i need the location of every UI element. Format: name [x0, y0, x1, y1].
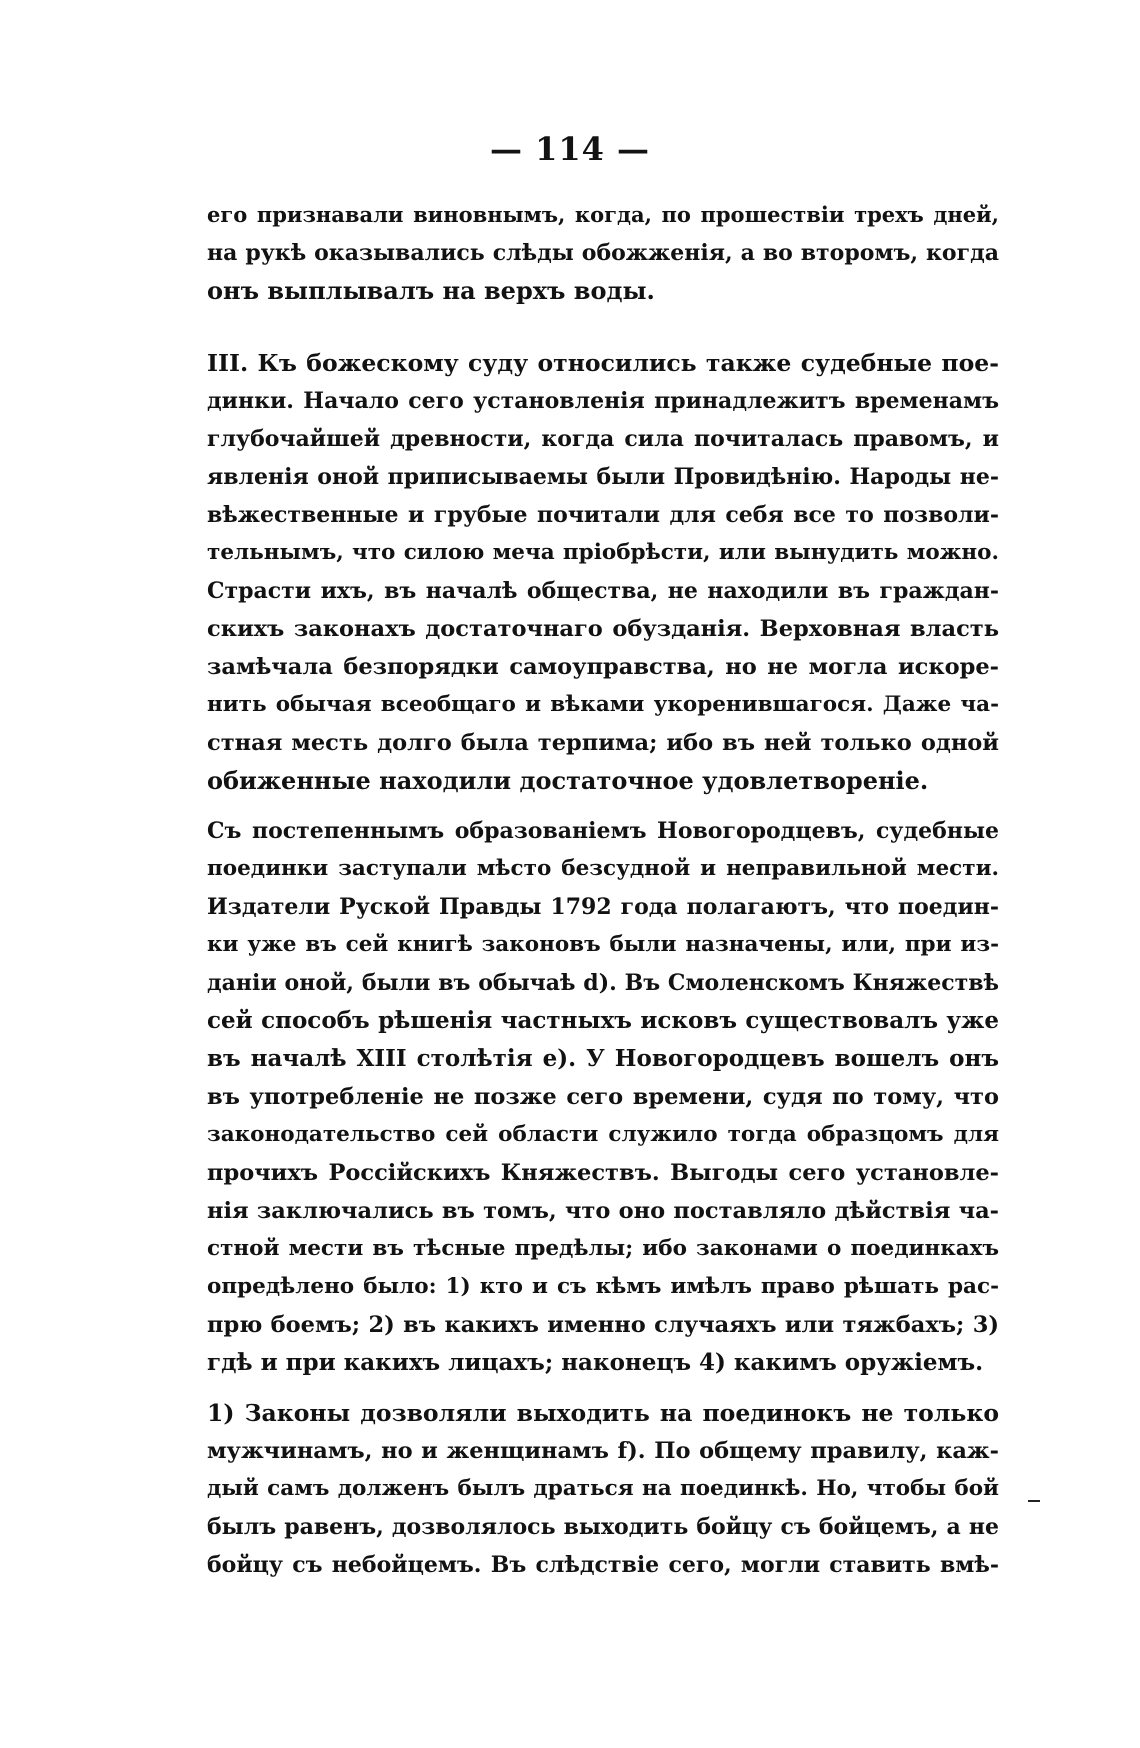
text-line: въ употребленіе не позже сего времени, судя по тому, что [207, 1084, 999, 1110]
text-line: опредѣлено было: 1) кто и съ кѣмъ имѣлъ право рѣшать рас- [207, 1274, 999, 1299]
text-line: глубочайшей древности, когда сила почиталась правомъ, и [207, 426, 999, 452]
text-line: прочихъ Россійскихъ Княжествъ. Выгоды сего установле- [207, 1160, 999, 1186]
text-line: Издатели Руской Правды 1792 года полагаютъ, что поедин- [207, 894, 999, 920]
text-line: прю боемъ; 2) въ какихъ именно случаяхъ или тяжбахъ; 3) [207, 1312, 999, 1338]
text-line: нить обычая всеобщаго и вѣками укоренившагося. Даже ча- [207, 692, 999, 717]
text-line: стная месть долго была терпима; ибо въ ней только одной [207, 730, 999, 756]
text-line: даніи оной, были въ обычаѣ d). Въ Смоленскомъ Княжествѣ [207, 970, 999, 996]
page-text [207, 196, 999, 1584]
paragraph [207, 812, 999, 1382]
text-line: III. Къ божескому суду относились также судебные пое- [207, 349, 999, 377]
text-line: законодательство сей области служило тогда образцомъ для [207, 1122, 999, 1147]
text-line: былъ равенъ, дозволялось выходить бойцу съ бойцемъ, а не [207, 1514, 999, 1540]
text-line: вѣжественные и грубые почитали для себя все то позволи- [207, 502, 999, 528]
text-line: динки. Начало сего установленія принадлежитъ временамъ [207, 388, 999, 414]
text-line: явленія оной приписываемы были Провидѣнію. Народы не- [207, 464, 999, 490]
text-line: дый самъ долженъ былъ драться на поединкѣ. Но, чтобы бой [207, 1476, 999, 1501]
scan-edge-mark [1028, 1500, 1040, 1502]
text-line: обиженные находили достаточное удовлетвореніе. [207, 766, 929, 795]
text-line: скихъ законахъ достаточнаго обузданія. Верховная власть [207, 616, 999, 642]
text-line: Съ постепеннымъ образованіемъ Новогородцевъ, судебные [207, 818, 999, 844]
text-line: на рукѣ оказывались слѣды обожженія, а во второмъ, когда [207, 240, 999, 266]
text-line: стной мести въ тѣсные предѣлы; ибо законами о поединкахъ [207, 1236, 999, 1261]
text-line: нія заключались въ томъ, что оно поставляло дѣйствія ча- [207, 1198, 999, 1224]
text-line: мужчинамъ, но и женщинамъ f). По общему правилу, каж- [207, 1438, 999, 1464]
text-line: 1) Законы дозволяли выходить на поединокъ не только [207, 1399, 999, 1427]
text-line: онъ выплывалъ на верхъ воды. [207, 276, 655, 305]
text-line: замѣчала безпорядки самоуправства, но не могла искоре- [207, 654, 999, 680]
text-line: въ началѣ XIII столѣтія e). У Новогородцевъ вошелъ онъ [207, 1045, 999, 1072]
paragraph [207, 196, 999, 310]
text-line: гдѣ и при какихъ лицахъ; наконецъ 4) какимъ оружіемъ. [207, 1349, 984, 1376]
text-line: поединки заступали мѣсто безсудной и неправильной мести. [207, 856, 999, 881]
text-line: сей способъ рѣшенія частныхъ исковъ существовалъ уже [207, 1007, 999, 1034]
text-line: ки уже въ сей книгѣ законовъ были назначены, или, при из- [207, 932, 999, 957]
text-line: тельнымъ, что силою меча пріобрѣсти, или вынудить можно. [207, 540, 999, 565]
text-line: бойцу съ небойцемъ. Въ слѣдствіе сего, могли ставить вмѣ- [207, 1552, 999, 1578]
paragraph [207, 1394, 999, 1584]
paragraph [207, 344, 999, 800]
text-line: Страсти ихъ, въ началѣ общества, не находили въ граждан- [207, 578, 999, 604]
text-line: его признавали виновнымъ, когда, по прошествіи трехъ дней, [207, 202, 999, 227]
page-number: — 114 — [489, 130, 651, 168]
